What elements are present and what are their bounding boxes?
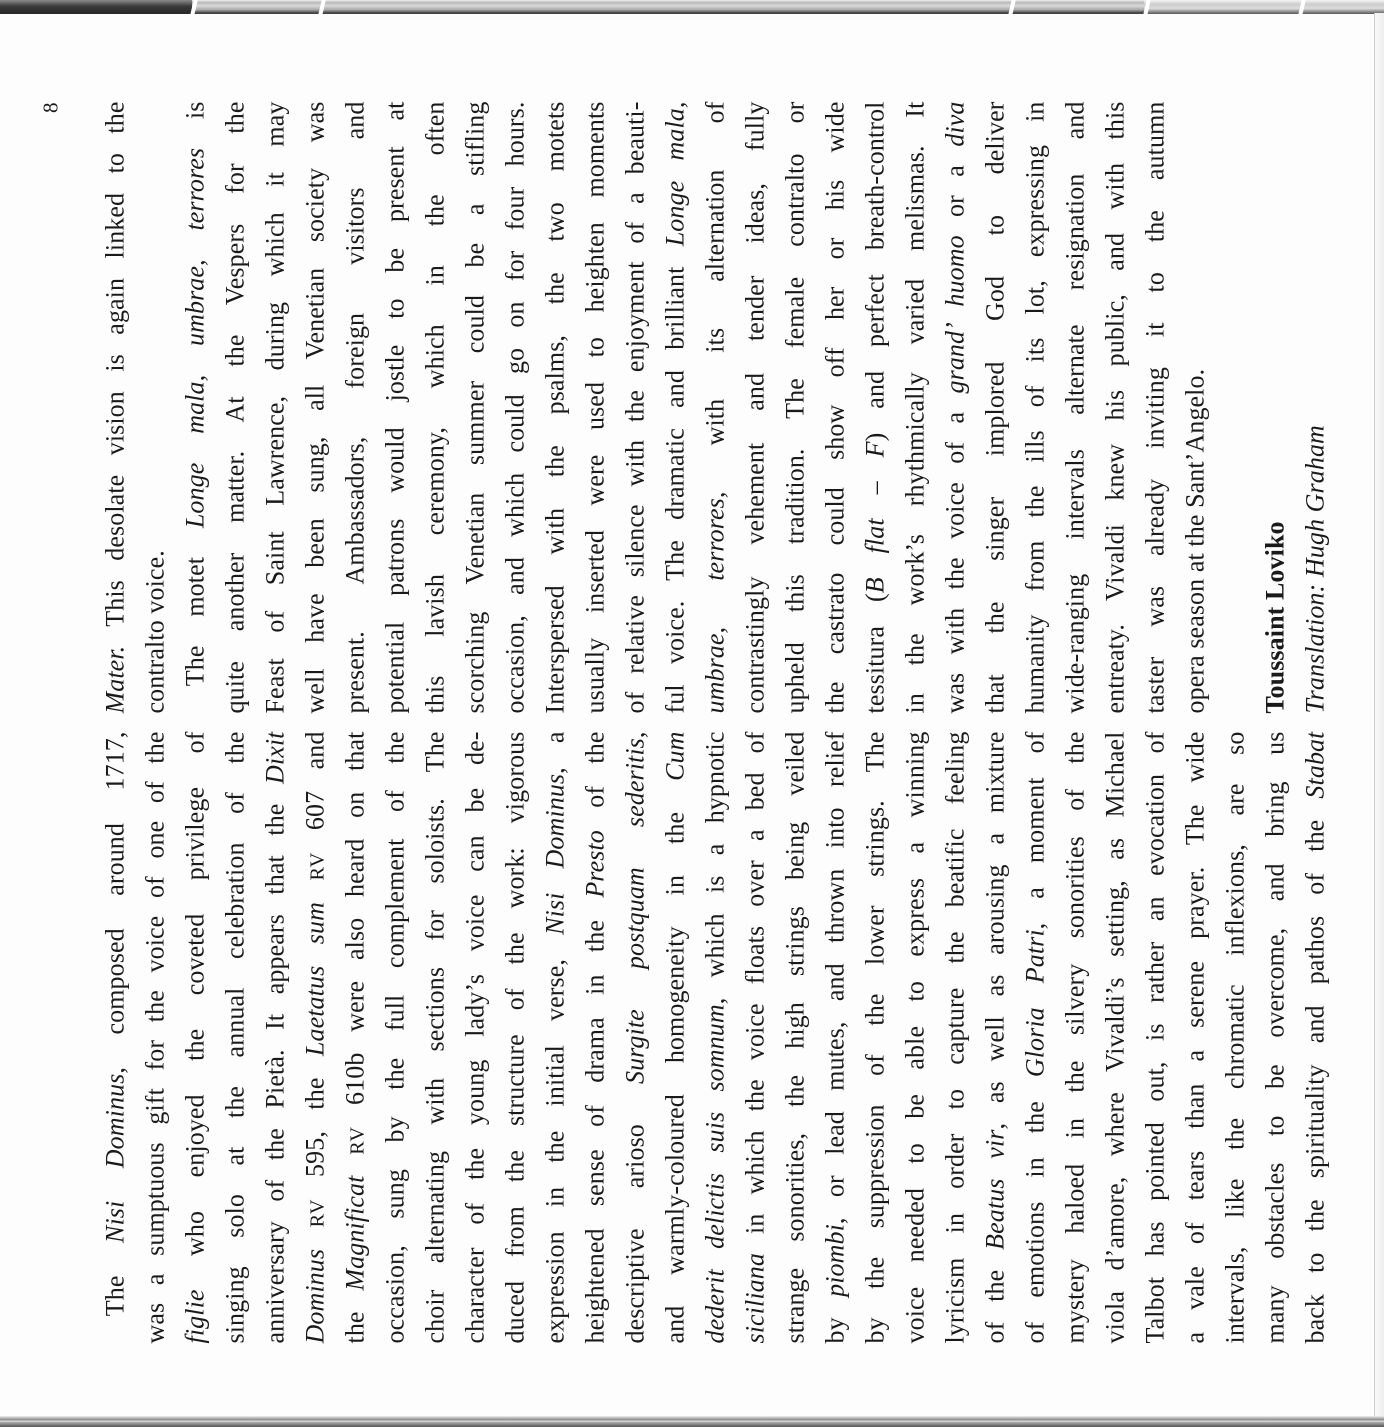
- text-line: singing solo at the annual celebration of the: [220, 731, 249, 1343]
- text-line: present. Ambassadors, foreign visitors and: [340, 101, 369, 713]
- text-line: expression in the initial verse, Nisi Dominus, a: [540, 731, 569, 1343]
- scan-edge-bottom: [0, 1416, 1384, 1427]
- text-line: ful voice. The dramatic and brilliant Longe mala,: [660, 101, 689, 713]
- text-line: Dominus RV 595, the Laetatus sum RV 607 and: [300, 731, 329, 1343]
- text-line: by the suppression of the lower strings. The: [860, 731, 889, 1343]
- text-column-left: [95, 731, 1335, 1343]
- text-line: upheld this tradition. The female contralto or: [780, 101, 809, 713]
- text-line: intervals, like the chromatic inflexions, are so: [1220, 731, 1249, 1343]
- text-line: viola d’amore, where Vivaldi’s setting, as Michael: [1100, 731, 1129, 1343]
- text-line: tessitura (B flat – F) and perfect breath-control: [860, 101, 889, 713]
- text-line: was with the voice of a grand’ huomo or a diva: [940, 101, 969, 713]
- text-line: voice needed to be able to express a winning: [900, 731, 929, 1343]
- text-line: contralto voice.: [140, 549, 169, 713]
- text-line: mystery haloed in the silvery sonorities of the: [1060, 731, 1089, 1343]
- scan-edge-top: [0, 0, 1384, 14]
- text-line: opera season at the Sant’Angelo.: [1180, 368, 1209, 713]
- scan-edge-top-right-segment: [1144, 0, 1384, 14]
- text-line: Translation: Hugh Graham: [1300, 424, 1329, 713]
- text-line: dederit delictis suis somnum, which is a hypnotic: [700, 731, 729, 1343]
- text-column-right: [95, 101, 1335, 713]
- text-line: Feast of Saint Lawrence, during which it may: [260, 101, 289, 713]
- text-line: figlie who enjoyed the coveted privilege of: [180, 731, 209, 1343]
- text-line: occasion, sung by the full complement of the: [380, 731, 409, 1343]
- text-line: of the Beatus vir, as well as arousing a mixture: [980, 731, 1009, 1343]
- text-line: the castrato could show off her or his wide: [820, 101, 849, 713]
- text-line: descriptive arioso Surgite postquam sederitis,: [620, 731, 649, 1343]
- text-line: the Magnificat RV 610b were also heard on that: [340, 731, 369, 1343]
- text-line: Toussaint Loviko: [1260, 520, 1289, 713]
- text-line: many obstacles to be overcome, and bring us: [1260, 731, 1289, 1343]
- text-line: duced from the structure of the work: vigorous: [500, 731, 529, 1343]
- scan-edge-right: [1374, 13, 1384, 1416]
- text-line: that the singer implored God to deliver: [980, 101, 1009, 713]
- text-line: Interspersed with the psalms, the two motets: [540, 101, 569, 713]
- text-line: umbrae, terrores, with its alternation of: [700, 101, 729, 713]
- text-line: of emotions in the Gloria Patri, a moment of: [1020, 731, 1049, 1343]
- text-line: and warmly-coloured homogeneity in the Cum: [660, 731, 689, 1343]
- text-line: heightened sense of drama in the Presto of the: [580, 731, 609, 1343]
- scan-edge-top-dark-segment: [0, 0, 192, 14]
- text-line: well have been sung, all Venetian society was: [300, 101, 329, 713]
- text-line: wide-ranging intervals alternate resignation and: [1060, 101, 1089, 713]
- text-line: entreaty. Vivaldi knew his public, and with this: [1100, 101, 1129, 713]
- text-line: by piombi, or lead mutes, and thrown into relief: [820, 731, 849, 1343]
- text-line: potential patrons would jostle to be present at: [380, 101, 409, 713]
- text-line: quite another matter. At the Vespers for the: [220, 101, 249, 713]
- text-line: Mater. This desolate vision is again linked to the: [100, 101, 129, 713]
- text-line: lyricism in order to capture the beatific feeling: [940, 731, 969, 1343]
- blank-line: [1215, 101, 1255, 713]
- text-line: siciliana in which the voice floats over a bed of: [740, 731, 769, 1343]
- text-line: this lavish ceremony, which in the often: [420, 101, 449, 713]
- text-line: Talbot has pointed out, is rather an evocation of: [1140, 731, 1169, 1343]
- text-line: usually inserted were used to heighten moments: [580, 101, 609, 713]
- text-line: of relative silence with the enjoyment of a beauti-: [620, 101, 649, 713]
- text-line: strange sonorities, the high strings being veiled: [780, 731, 809, 1343]
- text-line: scorching Venetian summer could be a stifling: [460, 101, 489, 713]
- text-line: humanity from the ills of its lot, expressing in: [1020, 101, 1049, 713]
- text-line: back to the spirituality and pathos of the Stabat: [1300, 731, 1329, 1343]
- text-line: The Nisi Dominus, composed around 1717,: [100, 731, 129, 1316]
- text-line: occasion, and which could go on for four hours.: [500, 101, 529, 713]
- text-line: character of the young lady’s voice can be de-: [460, 731, 489, 1343]
- text-line: taster was already inviting it to the autumn: [1140, 101, 1169, 713]
- text-line: in the work’s rhythmically varied melismas. It: [900, 101, 929, 713]
- text-line: anniversary of the Pietà. It appears that the Dixit: [260, 731, 289, 1343]
- text-line: contrastingly vehement and tender ideas, fully: [740, 101, 769, 713]
- text-line: choir alternating with sections for soloists. The: [420, 731, 449, 1343]
- page-number: 8: [38, 102, 62, 113]
- text-line: was a sumptuous gift for the voice of one of the: [140, 731, 169, 1343]
- text-line: The motet Longe mala, umbrae, terrores is: [180, 101, 209, 686]
- text-line: a vale of tears than a serene prayer. The wide: [1180, 731, 1209, 1343]
